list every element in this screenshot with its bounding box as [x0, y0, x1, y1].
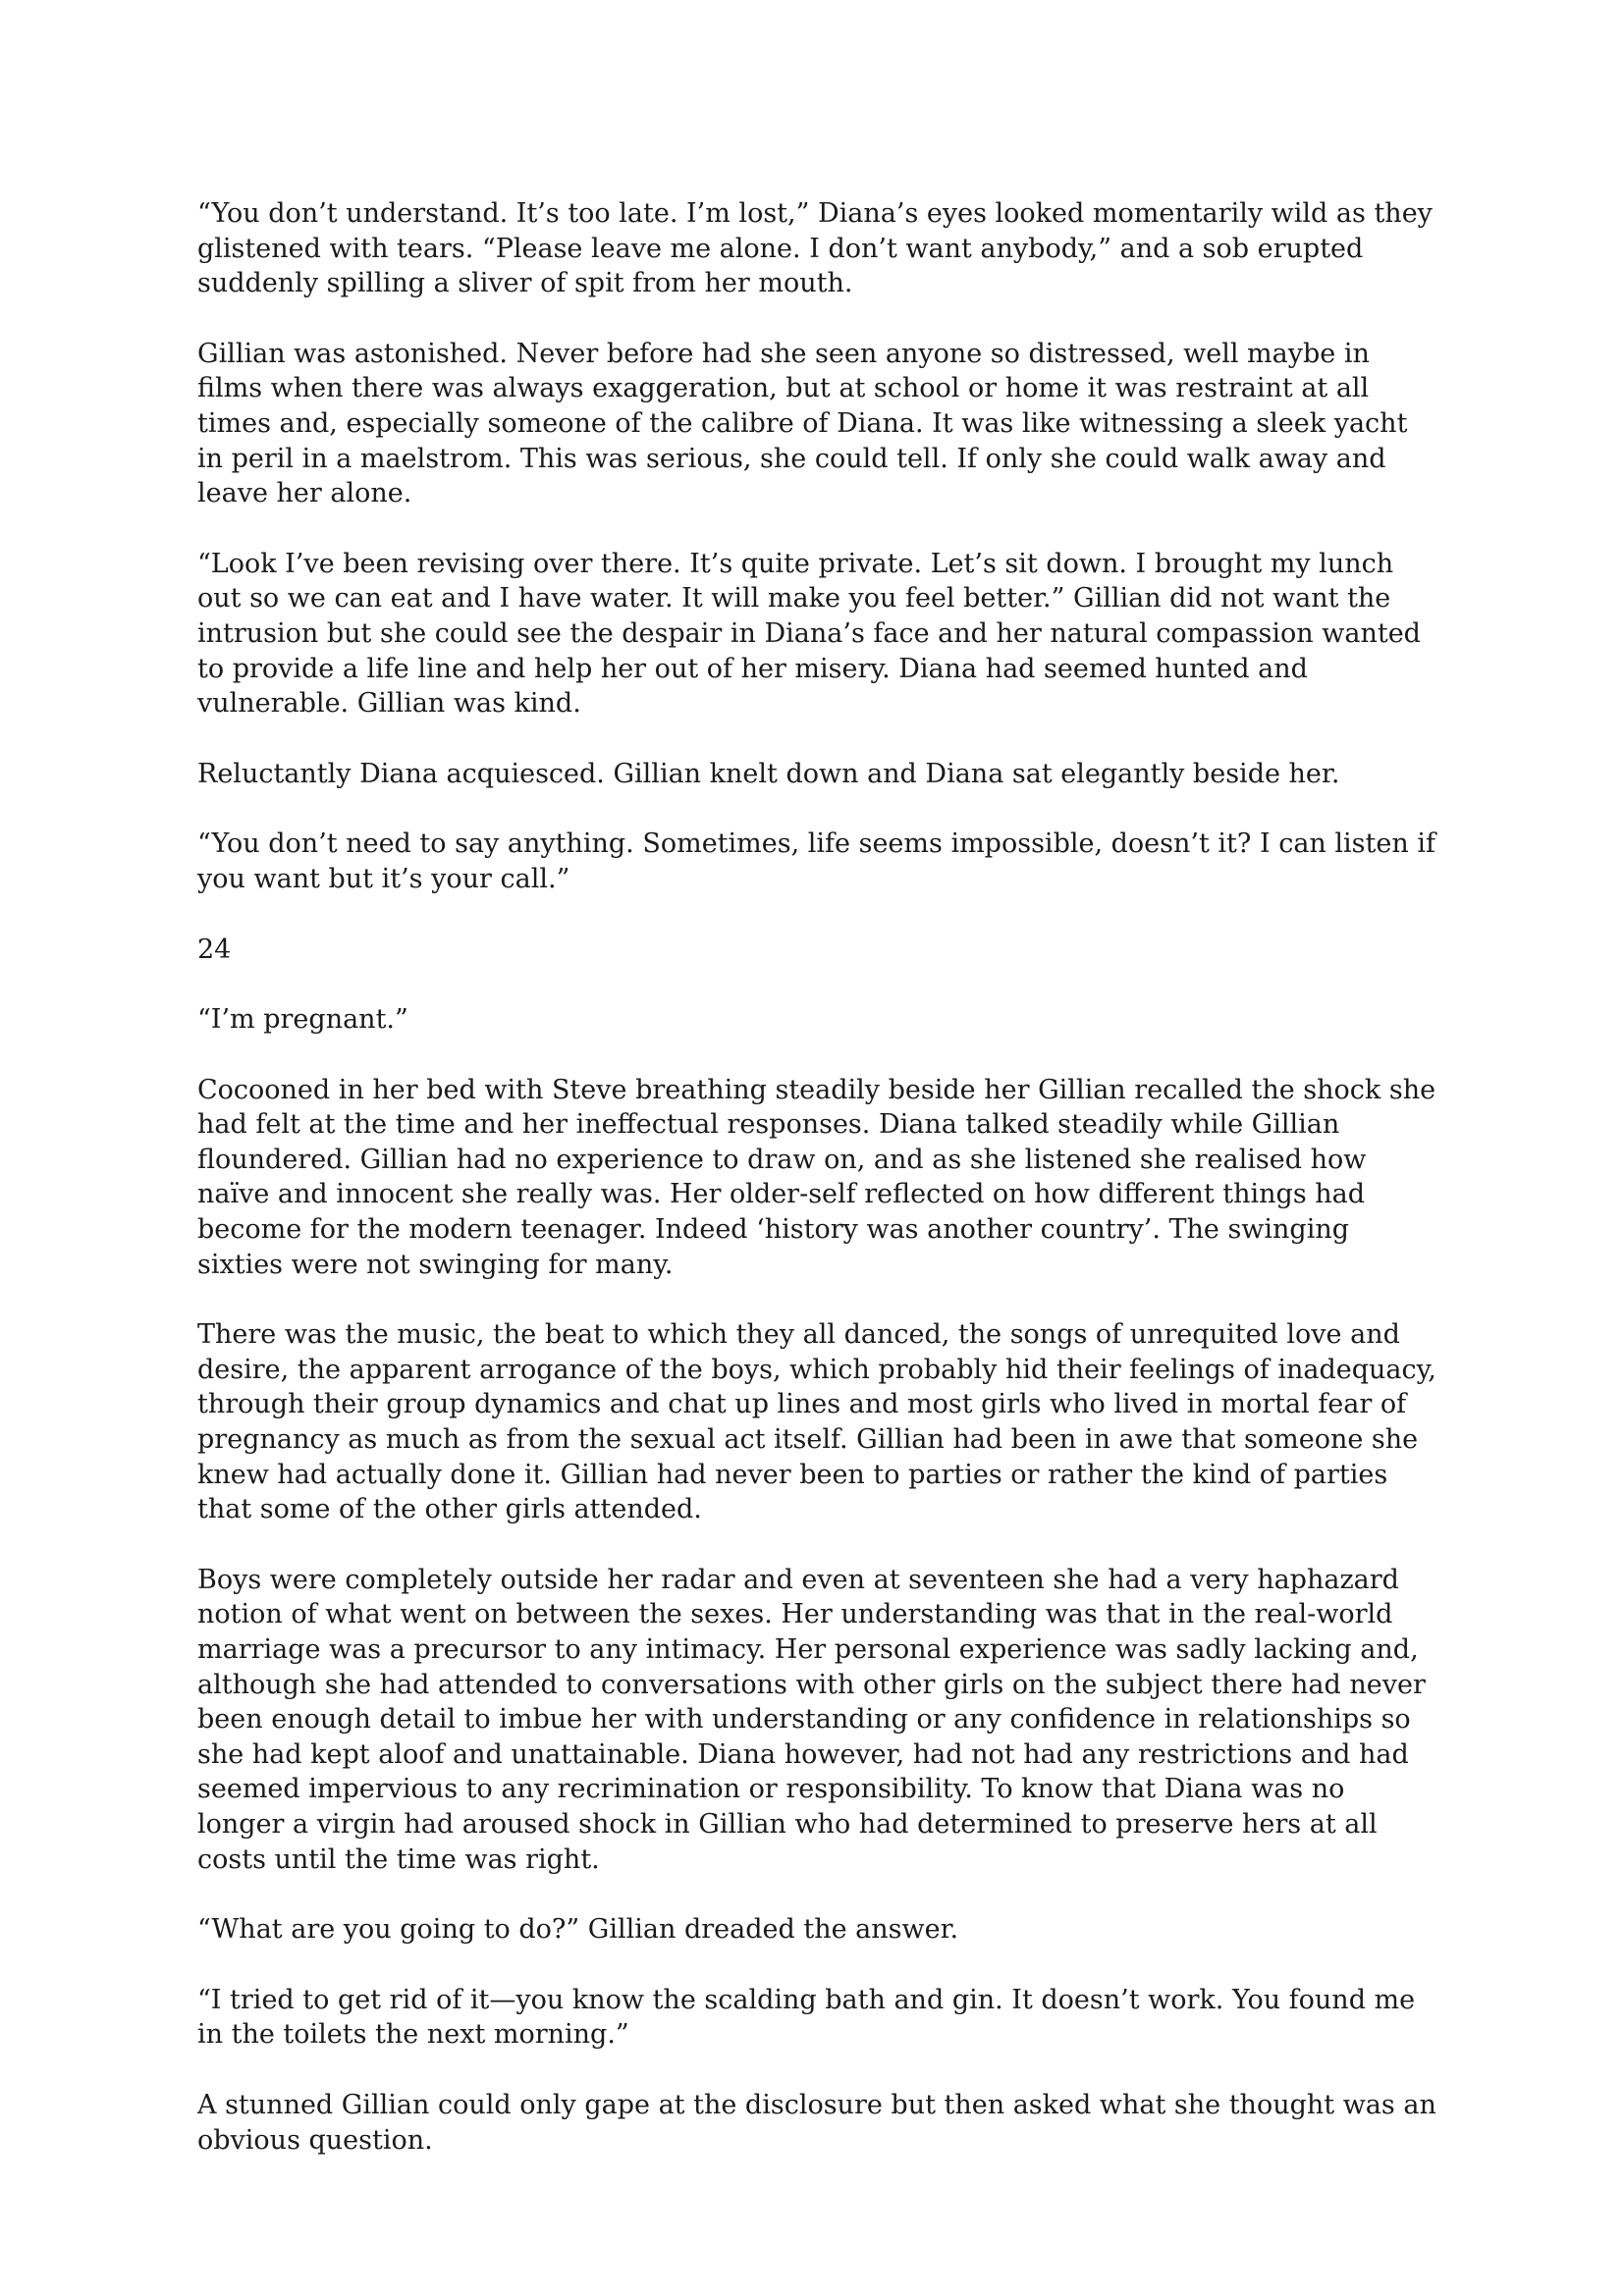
- paragraph: “Look I’ve been revising over there. It’s quite private. Let’s sit down. I brought my lunch out so we can eat and I have water. It will make you feel better.” Gillian did not want the intrusion but she could see the despair in Diana’s face and her natural compassion wanted to provide a life line and help her out of her misery. Diana had seemed hunted and vulnerable. Gillian was kind.: [197, 548, 1421, 720]
- paragraph: “You don’t need to say anything. Sometimes, life seems impossible, doesn’t it? I can listen if you want but it’s your call.”: [197, 828, 1435, 894]
- paragraph: There was the music, the beat to which they all danced, the songs of unrequited love and desire, the apparent arrogance of the boys, which probably hid their feelings of inadequacy, through their group dynamics and chat up lines and most girls who lived in mortal fear of pregnancy as much as from the sexual act itself. Gillian had been in awe that someone she knew had actually done it. Gillian had never been to parties or rather the kind of parties that some of the other girls attended.: [197, 1319, 1436, 1525]
- paragraph: “You don’t understand. It’s too late. I’m lost,” Diana’s eyes looked momentarily wild as they glistened with tears. “Please leave me alone. I don’t want anybody,” and a sob erupted suddenly spilling a sliver of spit from her mouth.: [197, 198, 1433, 299]
- paragraph: Reluctantly Diana acquiesced. Gillian knelt down and Diana sat elegantly beside her.: [197, 758, 1340, 789]
- paragraph: Cocooned in her bed with Steve breathing steadily beside her Gillian recalled the shock she had felt at the time and her ineffectual responses. Diana talked steadily while Gillian floundered. Gillian had no experience to draw on, and as she listened she realised how naïve and innocent she really was. Her older-self reflected on how different things had become for the modern teenager. Indeed ‘history was another country’. The swinging sixties were not swinging for many.: [197, 1074, 1436, 1280]
- paragraph: “I tried to get rid of it—you know the scalding bath and gin. It doesn’t work. You found me in the toilets the next morning.”: [197, 1984, 1416, 2051]
- paragraph: “I’m pregnant.”: [197, 1004, 408, 1036]
- paragraph: Gillian was astonished. Never before had she seen anyone so distressed, well maybe in films when there was always exaggeration, but at school or home it was restraint at all times and, especially someone of the calibre of Diana. It was like witnessing a sleek yacht in peril in a maelstrom. This was serious, she could tell. If only she could walk away and leave her alone.: [197, 338, 1408, 509]
- body-text: [197, 196, 1436, 2193]
- paragraph: Boys were completely outside her radar and even at seventeen she had a very haphazard notion of what went on between the sexes. Her understanding was that in the real-world marriage was a precursor to any intimacy. Her personal experience was sadly lacking and, although she had attended to conversations with other girls on the subject there had never been enough detail to imbue her with understanding or any confidence in relationships so she had kept aloof and unattainable. Diana however, had not had any restrictions and had seemed impervious to any recrimination or responsibility. To know that Diana was no longer a virgin had aroused shock in Gillian who had determined to preserve hers at all costs until the time was right.: [197, 1564, 1426, 1875]
- paragraph: “What are you going to do?” Gillian dreaded the answer.: [197, 1914, 959, 1946]
- paragraph: A stunned Gillian could only gape at the disclosure but then asked what she thought was an obvious question.: [197, 2089, 1436, 2156]
- page-number: 24: [197, 934, 232, 965]
